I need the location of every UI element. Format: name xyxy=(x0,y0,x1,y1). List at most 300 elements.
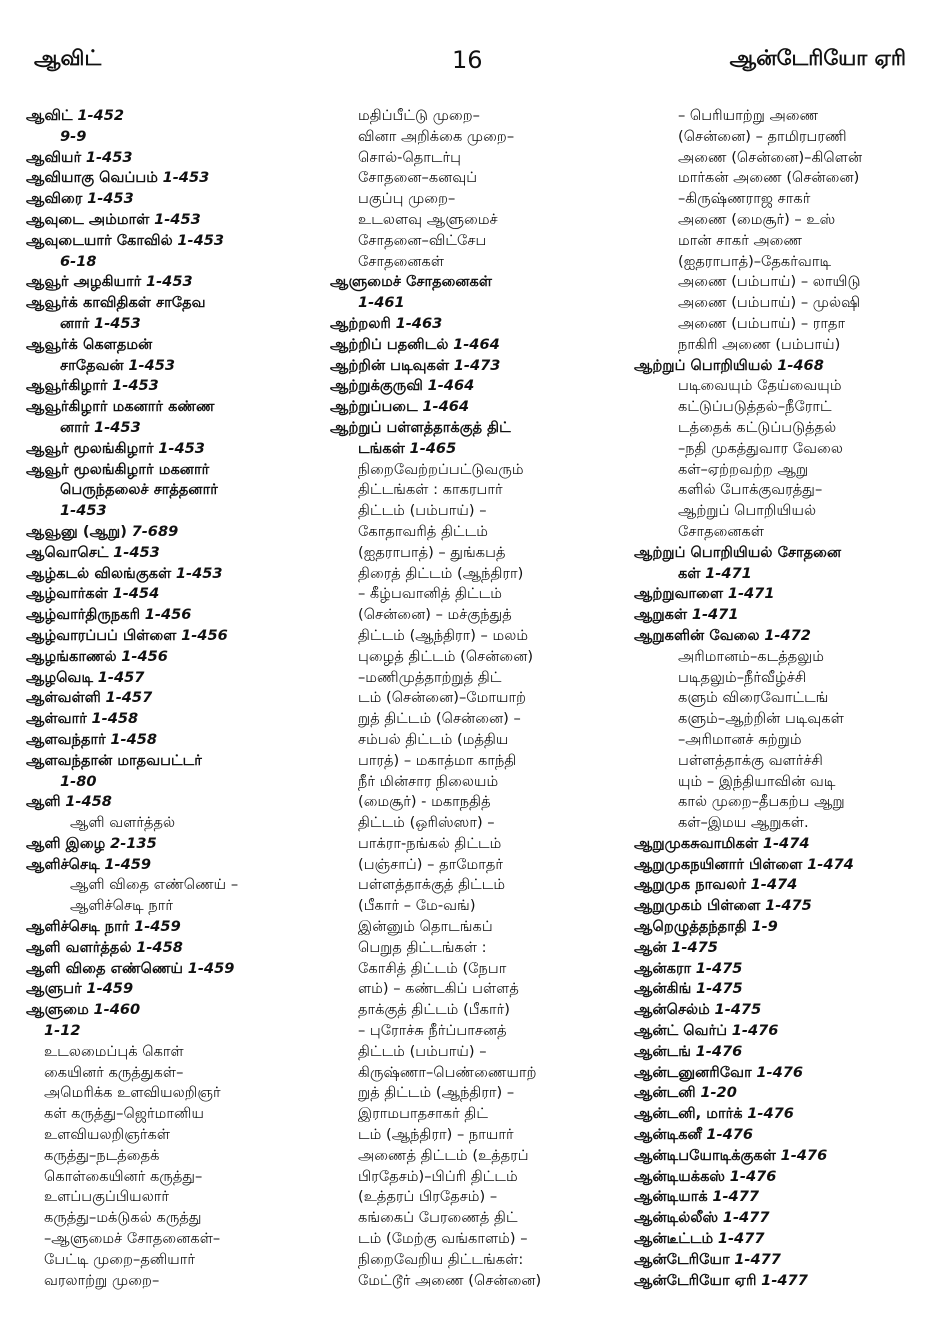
entry-headword: ஆன்டிபயோடிக்குகள் xyxy=(634,1146,776,1164)
volume-page-ref: 1-457 xyxy=(105,689,153,707)
entry-subtext: டம் (சென்னை)–மோயாற் xyxy=(358,689,527,707)
index-line xyxy=(634,709,918,730)
entry-headword: ஆழ்வாரப்பப் பிள்ளை xyxy=(26,626,177,644)
index-line xyxy=(26,293,318,314)
entry-headword: ஆளி விதை எண்ணெய் xyxy=(26,959,184,977)
index-line xyxy=(330,938,622,959)
entry-subtext: மதிப்பீட்டு முறை– xyxy=(358,107,480,124)
entry-subtext: சோதனை–கனவுப் xyxy=(358,169,478,187)
volume-page-ref: 1-473 xyxy=(453,356,501,374)
index-line xyxy=(330,189,622,210)
header-first-entry: ஆவிட் xyxy=(34,46,102,70)
volume-page-ref: 1-476 xyxy=(695,1042,743,1060)
entry-subtext: படிதலும்–நீர்வீழ்ச்சி xyxy=(678,668,807,686)
entry-subtext: டத்தைக் கட்டுப்படுத்தல் xyxy=(678,418,837,436)
entry-headword: னார் xyxy=(60,418,90,436)
volume-page-ref: 1-476 xyxy=(747,1105,794,1123)
entry-subtext: கொள்கையினர் கருத்து– xyxy=(44,1167,203,1185)
index-line xyxy=(634,751,918,772)
index-line xyxy=(330,1063,622,1084)
index-line xyxy=(330,1271,622,1292)
index-line xyxy=(26,1125,318,1146)
index-line xyxy=(26,272,318,293)
volume-page-ref: 1-453 xyxy=(128,356,176,374)
entry-headword: ஆன்டேரியோ xyxy=(634,1250,730,1268)
entry-headword: ஆவொசெட் xyxy=(26,543,109,561)
index-line xyxy=(26,543,318,564)
volume-page-ref: 1-471 xyxy=(691,606,739,624)
entry-subtext: (மைசூர்) - மகாநதித் xyxy=(358,793,491,811)
index-line xyxy=(634,501,918,522)
index-line xyxy=(330,314,622,335)
volume-page-ref: 1-453 xyxy=(158,439,205,457)
index-line xyxy=(634,1104,918,1125)
entry-headword: ஆளிச்செடி நார் xyxy=(26,918,130,936)
index-line xyxy=(330,647,622,668)
entry-subtext: நிறைவேற்றப்பட்டுவரும் xyxy=(358,460,524,478)
entry-subtext: புழைத் திட்டம் (சென்னை) xyxy=(358,647,534,665)
entry-subtext: நீர் மின்சார நிலையம் xyxy=(358,772,499,790)
entry-subtext: சம்பல் திட்டம் (மத்திய xyxy=(358,730,509,748)
entry-headword: ஆற்றுக்குருவி xyxy=(330,377,423,395)
index-line xyxy=(330,730,622,751)
index-line xyxy=(26,605,318,626)
index-column-3 xyxy=(634,106,918,1291)
index-line xyxy=(634,418,918,439)
volume-page-ref: 1-458 xyxy=(91,710,139,728)
index-line xyxy=(26,564,318,585)
index-line xyxy=(634,168,918,189)
index-line xyxy=(330,1083,622,1104)
index-line xyxy=(26,460,318,481)
volume-page-ref: 1-459 xyxy=(86,980,134,998)
volume-page-ref: 1-460 xyxy=(93,1001,141,1019)
entry-headword: சாதேவன் xyxy=(60,356,124,374)
index-line xyxy=(634,272,918,293)
index-line xyxy=(634,231,918,252)
index-line xyxy=(26,1146,318,1167)
entry-subtext: உடலளவு ஆளுமைச் xyxy=(358,210,498,228)
entry-headword: ஆவுடை அம்மாள் xyxy=(26,210,150,228)
volume-page-ref: 1-476 xyxy=(780,1146,828,1164)
entry-headword: ஆவூர் அழகியார் xyxy=(26,273,142,291)
volume-page-ref: 1-475 xyxy=(696,980,743,998)
index-line xyxy=(634,647,918,668)
entry-subtext: அணை (பம்பாய்) – முல்ஷி xyxy=(678,294,861,312)
page-number: 16 xyxy=(452,46,483,74)
index-line xyxy=(26,855,318,876)
index-line xyxy=(330,418,622,439)
entry-headword: னார் xyxy=(60,314,90,332)
index-line xyxy=(330,543,622,564)
index-line xyxy=(330,480,622,501)
index-line xyxy=(634,875,918,896)
entry-subtext: டம் (ஆந்திரா) – நாயார் xyxy=(358,1126,514,1144)
index-line xyxy=(26,480,318,501)
entry-subtext: உளப்பகுப்பியலார் xyxy=(44,1188,170,1206)
index-line xyxy=(330,917,622,938)
entry-subtext: கோசித் திட்டம் (நேபா xyxy=(358,959,507,977)
volume-page-ref: 1-474 xyxy=(750,876,798,894)
entry-headword: ஆற்றுவாளை xyxy=(634,585,724,603)
entry-subtext: –கிருஷ்ணராஜ சாகர் xyxy=(678,190,811,208)
index-line xyxy=(634,1125,918,1146)
volume-page-ref: 1-464 xyxy=(422,398,470,416)
index-line xyxy=(634,605,918,626)
index-line xyxy=(330,1042,622,1063)
entry-subtext: மான் சாகர் அணை xyxy=(678,231,803,249)
index-line xyxy=(26,709,318,730)
index-line xyxy=(634,314,918,335)
volume-page-ref: 1-475 xyxy=(671,938,718,956)
index-line xyxy=(634,688,918,709)
entry-subtext: அமெரிக்க உளவியலறிஞர் xyxy=(44,1084,221,1102)
entry-headword: ஆற்றலரி xyxy=(330,314,391,332)
index-line xyxy=(330,397,622,418)
entry-subtext: ஆளிச்செடி நார் xyxy=(70,897,173,915)
volume-page-ref: 1-458 xyxy=(65,793,112,811)
index-line xyxy=(26,792,318,813)
index-line xyxy=(26,1104,318,1125)
volume-page-ref: 1-477 xyxy=(734,1250,781,1268)
volume-page-ref: 1-453 xyxy=(113,543,160,561)
index-line xyxy=(634,460,918,481)
index-line xyxy=(26,1083,318,1104)
index-line xyxy=(330,1187,622,1208)
index-line xyxy=(26,1021,318,1042)
volume-page-ref: 1-476 xyxy=(729,1167,777,1185)
index-line xyxy=(330,1000,622,1021)
index-line xyxy=(26,834,318,855)
index-line xyxy=(26,106,318,127)
entry-subtext: பாரத்) – மகாத்மா காந்தி xyxy=(358,751,517,769)
entry-subtext: கள் கருத்து–ஜெர்மானிய xyxy=(44,1105,204,1123)
index-line xyxy=(330,127,622,148)
entry-subtext: திரைத் திட்டம் (ஆந்திரா) xyxy=(358,564,524,582)
entry-subtext: களும் விரைவோட்டங் xyxy=(678,689,829,707)
index-line xyxy=(330,231,622,252)
entry-subtext: (உத்தரப் பிரதேசம்) – xyxy=(358,1188,498,1206)
volume-page-ref: 1-453 xyxy=(94,314,141,332)
index-line xyxy=(330,210,622,231)
entry-subtext: நாகிரி அணை (பம்பாய்) xyxy=(678,335,841,353)
index-line xyxy=(330,1250,622,1271)
index-line xyxy=(330,959,622,980)
index-line xyxy=(26,397,318,418)
entry-subtext: சோதனைகள் xyxy=(678,522,765,540)
entry-headword: ஆவூர்க் காவிதிகள் சாதேவ xyxy=(26,294,206,312)
entry-headword: ஆன்கிங் xyxy=(634,980,692,998)
entry-headword: ஆறெழுத்தந்தாதி xyxy=(634,918,747,936)
index-line xyxy=(26,584,318,605)
entry-headword: ஆவூர்க் கௌதமன் xyxy=(26,335,153,353)
entry-headword: ஆறுமுகம் பிள்ளை xyxy=(634,897,761,915)
entry-subtext: களில் போக்குவரத்து– xyxy=(678,481,823,499)
page-header xyxy=(34,46,906,86)
entry-subtext: அணை (மைசூர்) – உஸ் xyxy=(678,210,836,228)
volume-page-ref: 1-452 xyxy=(77,107,125,124)
index-line xyxy=(634,1229,918,1250)
index-line xyxy=(26,813,318,834)
volume-page-ref: 1-459 xyxy=(187,959,235,977)
index-line xyxy=(634,730,918,751)
entry-headword: ஆவூனு (ஆறு) xyxy=(26,522,127,540)
entry-headword: ஆழ்கடல் விலங்குகள் xyxy=(26,564,172,582)
index-line xyxy=(634,564,918,585)
volume-page-ref: 1-475 xyxy=(714,1001,762,1019)
entry-subtext: கோதாவரித் திட்டம் xyxy=(358,522,488,540)
entry-subtext: அணைத் திட்டம் (உத்தரப் xyxy=(358,1146,529,1164)
entry-headword: ஆன்டில்லீஸ் xyxy=(634,1209,719,1227)
volume-page-ref: 9-9 xyxy=(60,127,87,145)
entry-headword: ஆற்றுப் பள்ளத்தாக்குத் திட் xyxy=(330,418,511,436)
entry-subtext: ஆற்றுப் பொறியியல் xyxy=(678,502,817,520)
index-line xyxy=(330,1208,622,1229)
index-line xyxy=(634,1000,918,1021)
volume-page-ref: 1-453 xyxy=(177,231,225,249)
index-line xyxy=(330,979,622,1000)
volume-page-ref: 1-453 xyxy=(154,210,201,228)
volume-page-ref: 1-453 xyxy=(162,169,210,187)
index-line xyxy=(26,959,318,980)
entry-headword: ஆன்டனி, மார்க் xyxy=(634,1105,743,1123)
index-line xyxy=(26,875,318,896)
entry-headword: ஆளி xyxy=(26,793,61,811)
volume-page-ref: 1-453 xyxy=(87,190,134,208)
volume-page-ref: 1-477 xyxy=(722,1209,770,1227)
index-line xyxy=(634,1021,918,1042)
entry-headword: ஆன்கரா xyxy=(634,959,692,977)
volume-page-ref: 1-476 xyxy=(731,1022,779,1040)
entry-headword: ஆன்டனி xyxy=(634,1084,696,1102)
index-line xyxy=(634,772,918,793)
entry-headword: ஆன்டியாக் xyxy=(634,1188,708,1206)
index-line xyxy=(26,979,318,1000)
entry-headword: பெருந்தலைச் சாத்தனார் xyxy=(60,481,218,499)
index-line xyxy=(26,1187,318,1208)
volume-page-ref: 1-476 xyxy=(756,1063,804,1081)
entry-subtext: சொல்-தொடர்பு xyxy=(358,148,462,166)
index-line xyxy=(634,356,918,377)
volume-page-ref: 1-464 xyxy=(453,335,500,353)
index-line xyxy=(634,480,918,501)
volume-page-ref: 1-465 xyxy=(409,439,457,457)
entry-headword: ஆவூர் மூலங்கிழார் மகனார் xyxy=(26,460,210,478)
entry-headword: ஆன்டேரியோ ஏரி xyxy=(634,1271,757,1289)
entry-headword: ஆளிச்செடி xyxy=(26,855,100,873)
volume-page-ref: 1-457 xyxy=(97,668,145,686)
entry-headword: ஆன்டனுனரிவோ xyxy=(634,1063,752,1081)
index-line xyxy=(634,979,918,1000)
entry-subtext: பிரதேசம்)–பிப்ரி திட்டம் xyxy=(358,1167,518,1185)
index-line xyxy=(26,1000,318,1021)
volume-page-ref: 7-689 xyxy=(131,522,179,540)
index-line xyxy=(634,1187,918,1208)
entry-subtext: றுத் திட்டம் (சென்னை) – xyxy=(358,710,521,728)
entry-subtext: அணை (சென்னை)–கிளென் xyxy=(678,148,863,166)
index-line xyxy=(330,772,622,793)
index-line xyxy=(330,168,622,189)
volume-page-ref: 2-135 xyxy=(110,834,157,852)
volume-page-ref: 1-471 xyxy=(727,585,775,603)
entry-subtext: கால் முறை–தீபகற்ப ஆறு xyxy=(678,793,845,811)
entry-subtext: –நதி முகத்துவார வேலை xyxy=(678,439,843,457)
volume-page-ref: 1-453 xyxy=(175,564,223,582)
index-line xyxy=(634,584,918,605)
entry-subtext: இன்னும் தொடங்கப் xyxy=(358,918,493,936)
index-line xyxy=(330,605,622,626)
index-line xyxy=(634,917,918,938)
index-line xyxy=(26,751,318,772)
entry-subtext: பள்ளத்தாக்கு வளர்ச்சி xyxy=(678,751,823,769)
index-line xyxy=(26,1208,318,1229)
entry-subtext: கருத்து–நடத்தைக் xyxy=(44,1146,160,1164)
index-line xyxy=(634,834,918,855)
index-line xyxy=(26,1271,318,1292)
entry-headword: ஆளவந்தான் மாதவபட்டர் xyxy=(26,751,202,769)
index-line xyxy=(634,1042,918,1063)
entry-subtext: – புரோச்சு நீர்ப்பாசனத் xyxy=(358,1022,507,1040)
index-line xyxy=(634,855,918,876)
entry-headword: ஆறுமுகநயினார் பிள்ளை xyxy=(634,855,803,873)
entry-subtext: தாக்குத் திட்டம் (பீகார்) xyxy=(358,1001,510,1019)
volume-page-ref: 1-458 xyxy=(136,938,183,956)
index-line xyxy=(330,1125,622,1146)
entry-headword: ஆவூர் மூலங்கிழார் xyxy=(26,439,154,457)
index-line xyxy=(634,938,918,959)
volume-page-ref: 1-454 xyxy=(112,585,160,603)
index-line xyxy=(330,252,622,273)
index-line xyxy=(330,1104,622,1125)
volume-page-ref: 1-464 xyxy=(427,377,475,395)
index-line xyxy=(330,584,622,605)
entry-subtext: கட்டுப்படுத்தல்–நீரோட் xyxy=(678,398,832,416)
volume-page-ref: 1-477 xyxy=(712,1188,760,1206)
index-line xyxy=(26,376,318,397)
index-line xyxy=(634,1167,918,1188)
entry-headword: ஆன்டியக்கஸ் xyxy=(634,1167,726,1185)
index-line xyxy=(634,543,918,564)
entry-subtext: திட்டம் (பம்பாய்) – xyxy=(358,1042,487,1060)
index-line xyxy=(634,376,918,397)
entry-subtext: வரலாற்று முறை– xyxy=(44,1271,160,1289)
index-line xyxy=(634,1208,918,1229)
entry-subtext: சோதனை–விட்சேப xyxy=(358,231,487,249)
index-line xyxy=(330,792,622,813)
index-line xyxy=(26,688,318,709)
index-column-1 xyxy=(26,106,318,1291)
entry-headword: ஆவியர் xyxy=(26,148,82,166)
volume-page-ref: 1-475 xyxy=(695,959,743,977)
entry-headword: ஆற்றின் படிவுகள் xyxy=(330,356,450,374)
entry-subtext: படிவையும் தேய்வையும் xyxy=(678,377,842,395)
entry-subtext: கிருஷ்ணா–பெண்ணையாற் xyxy=(358,1063,537,1081)
index-line xyxy=(330,896,622,917)
entry-subtext: யும் – இந்தியாவின் வடி xyxy=(678,772,836,790)
index-line xyxy=(634,1271,918,1292)
volume-page-ref: 1-463 xyxy=(395,314,443,332)
index-line xyxy=(26,1042,318,1063)
index-column-2 xyxy=(330,106,622,1291)
entry-subtext: –மணிமுத்தாற்றுத் திட் xyxy=(358,668,502,686)
index-line xyxy=(634,1083,918,1104)
entry-headword: ஆன்செல்ம் xyxy=(634,1001,710,1019)
index-line xyxy=(330,855,622,876)
entry-subtext: சோதனைகள் xyxy=(358,252,445,270)
index-line xyxy=(330,834,622,855)
index-line xyxy=(634,1063,918,1084)
entry-subtext: – பெரியாற்று அணை xyxy=(678,107,819,124)
volume-page-ref: 1-474 xyxy=(807,855,854,873)
entry-subtext: ளம்) – கண்டகிப் பள்ளத் xyxy=(358,980,519,998)
entry-headword: ஆறுகள் xyxy=(634,606,688,624)
entry-subtext: திட்டம் (ஆந்திரா) – மலம் xyxy=(358,626,529,644)
index-line xyxy=(26,501,318,522)
volume-page-ref: 1-453 xyxy=(112,377,159,395)
volume-page-ref: 1-459 xyxy=(104,855,152,873)
entry-headword: ஆவூர்கிழார் மகனார் கண்ண xyxy=(26,398,215,416)
index-line xyxy=(330,376,622,397)
index-line xyxy=(330,356,622,377)
volume-page-ref: 1-471 xyxy=(705,564,752,582)
entry-headword: ஆளவந்தார் xyxy=(26,730,106,748)
index-line xyxy=(634,1250,918,1271)
entry-subtext: அரிமானம்–கடத்தலும் xyxy=(678,647,825,665)
volume-page-ref: 1-453 xyxy=(94,418,141,436)
index-line xyxy=(26,231,318,252)
volume-page-ref: 1-453 xyxy=(85,148,133,166)
index-line xyxy=(634,148,918,169)
volume-page-ref: 1-453 xyxy=(60,502,107,520)
entry-subtext: திட்டம் (ஒரிஸ்ஸா) – xyxy=(358,814,495,832)
index-line xyxy=(634,668,918,689)
index-line xyxy=(26,522,318,543)
entry-subtext: (ஐதராபாத்)–தேகர்வாடி xyxy=(678,252,832,270)
volume-page-ref: 1-80 xyxy=(60,772,97,790)
entry-subtext: கையினர் கருத்துகள்– xyxy=(44,1063,184,1081)
volume-page-ref: 1-474 xyxy=(762,834,810,852)
index-line xyxy=(26,168,318,189)
entry-headword: ஆற்றுப் பொறியியல் சோதனை xyxy=(634,543,842,561)
entry-subtext: பகுப்பு முறை– xyxy=(358,190,456,208)
entry-headword: ஆள்வார் xyxy=(26,710,87,728)
entry-subtext: அணை (பம்பாய்) – ராதா xyxy=(678,314,846,332)
index-line xyxy=(634,1146,918,1167)
volume-page-ref: 1-456 xyxy=(144,606,192,624)
entry-subtext: உளவியலறிஞர்கள் xyxy=(44,1126,170,1144)
index-line xyxy=(330,626,622,647)
entry-subtext: பாக்ரா-நங்கல் திட்டம் xyxy=(358,834,502,852)
volume-page-ref: 1-461 xyxy=(358,294,405,312)
entry-headword: ஆழ்வார்கள் xyxy=(26,585,108,603)
entry-headword: ஆறுமுக நாவலர் xyxy=(634,876,746,894)
entry-subtext: பெறுத திட்டங்கள் : xyxy=(358,938,487,956)
index-line xyxy=(634,127,918,148)
index-line xyxy=(26,314,318,335)
entry-subtext: பள்ளத்தாக்குத் திட்டம் xyxy=(358,876,506,894)
entry-subtext: இராமபாதசாகர் திட் xyxy=(358,1105,488,1123)
index-line xyxy=(330,875,622,896)
index-line xyxy=(330,1146,622,1167)
entry-headword: ஆளுமை xyxy=(26,1001,89,1019)
entry-headword: ஆவிரை xyxy=(26,190,83,208)
volume-page-ref: 1-453 xyxy=(145,273,193,291)
index-line xyxy=(634,106,918,127)
volume-page-ref: 1-9 xyxy=(751,918,778,936)
entry-headword: ஆன்ட் வெர்ப் xyxy=(634,1022,728,1040)
index-line xyxy=(26,1167,318,1188)
entry-headword: ஆழ்வார்திருநகரி xyxy=(26,606,141,624)
